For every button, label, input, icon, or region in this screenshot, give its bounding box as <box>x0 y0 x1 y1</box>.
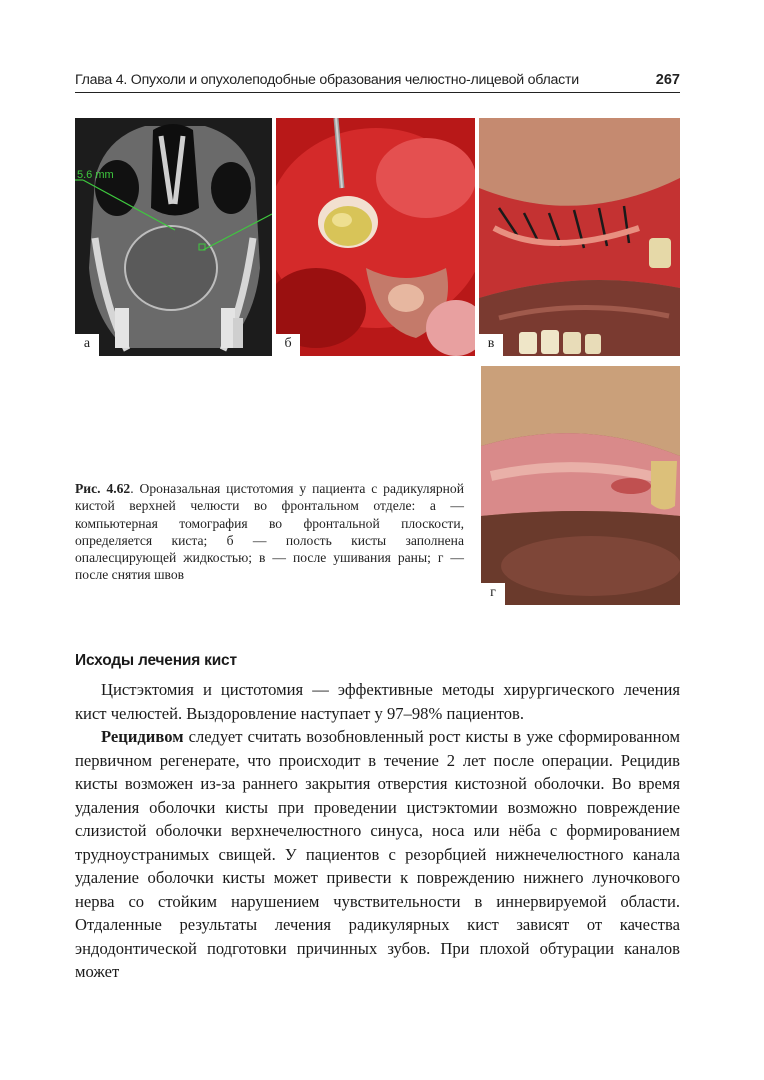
panel-label-g: г <box>481 583 505 605</box>
section-title: Исходы лечения кист <box>75 652 237 669</box>
paragraph-2 <box>75 725 680 984</box>
figure-caption <box>75 480 464 584</box>
panel-label-b: б <box>276 334 300 356</box>
panel-label-v: в <box>479 334 503 356</box>
term-recurrence: Рецидивом <box>101 727 184 746</box>
paragraph-1: Цистэктомия и цистотомия — эффективные методы хирургического лечения кист челюстей. Выздоровление наступает у 97–98% пациентов. <box>75 680 680 723</box>
figure-panel-g-photo <box>481 366 680 605</box>
panel-label-a: а <box>75 334 99 356</box>
ct-measurement-text: 5.6 mm <box>77 169 114 181</box>
figure-ref: Рис. 4.62 <box>75 481 131 496</box>
chapter-title: Глава 4. Опухоли и опухолеподобные образования челюстно-лицевой области <box>75 72 579 88</box>
figure-panel-b-photo <box>276 118 475 356</box>
ct-scan-image <box>75 118 272 356</box>
figure-panel-v-photo <box>479 118 680 356</box>
surgical-photo-v <box>479 118 680 356</box>
page-number: 267 <box>655 72 680 88</box>
surgical-photo-b <box>276 118 475 356</box>
figure-caption-text: . Ороназальная цистотомия у пациента с радикулярной кистой верхней челюсти во фронтальном отделе: а — компьютерная томография во фронтальной плоскости, определяется киста; б — полость кисты заполнена опалесцирующей жидкостью; в — после ушивания раны; г — после снятия швов <box>75 481 464 583</box>
clinical-photo-g <box>481 366 680 605</box>
body-text <box>75 678 680 984</box>
figure-panel-a-ct-scan <box>75 118 272 356</box>
running-header <box>75 70 680 93</box>
paragraph-2-text: следует считать возобновленный рост кисты в уже сформированном первичном регенерате, что происходит в течение 2 лет после операции. Рецидив кисты возможен из-за раннего закрытия отверстия кистозной оболочки. Во время удаления оболочки кисты при проведении цистэктомии возможно повреждение слизистой оболочки верхнечелюстного синуса, носа или нёба с формированием трудноустранимых свищей. У пациентов с резорбцией нижнечелюстного канала удаление оболочки кисты может привести к повреждению нижнего луночкового нерва со стойким нарушением чувствительности в иннервируемой области. Отдаленные результаты лечения радикулярных кист зависят от качества эндодонтической подготовки причинных зубов. При плохой обтурации каналов может <box>75 727 680 981</box>
